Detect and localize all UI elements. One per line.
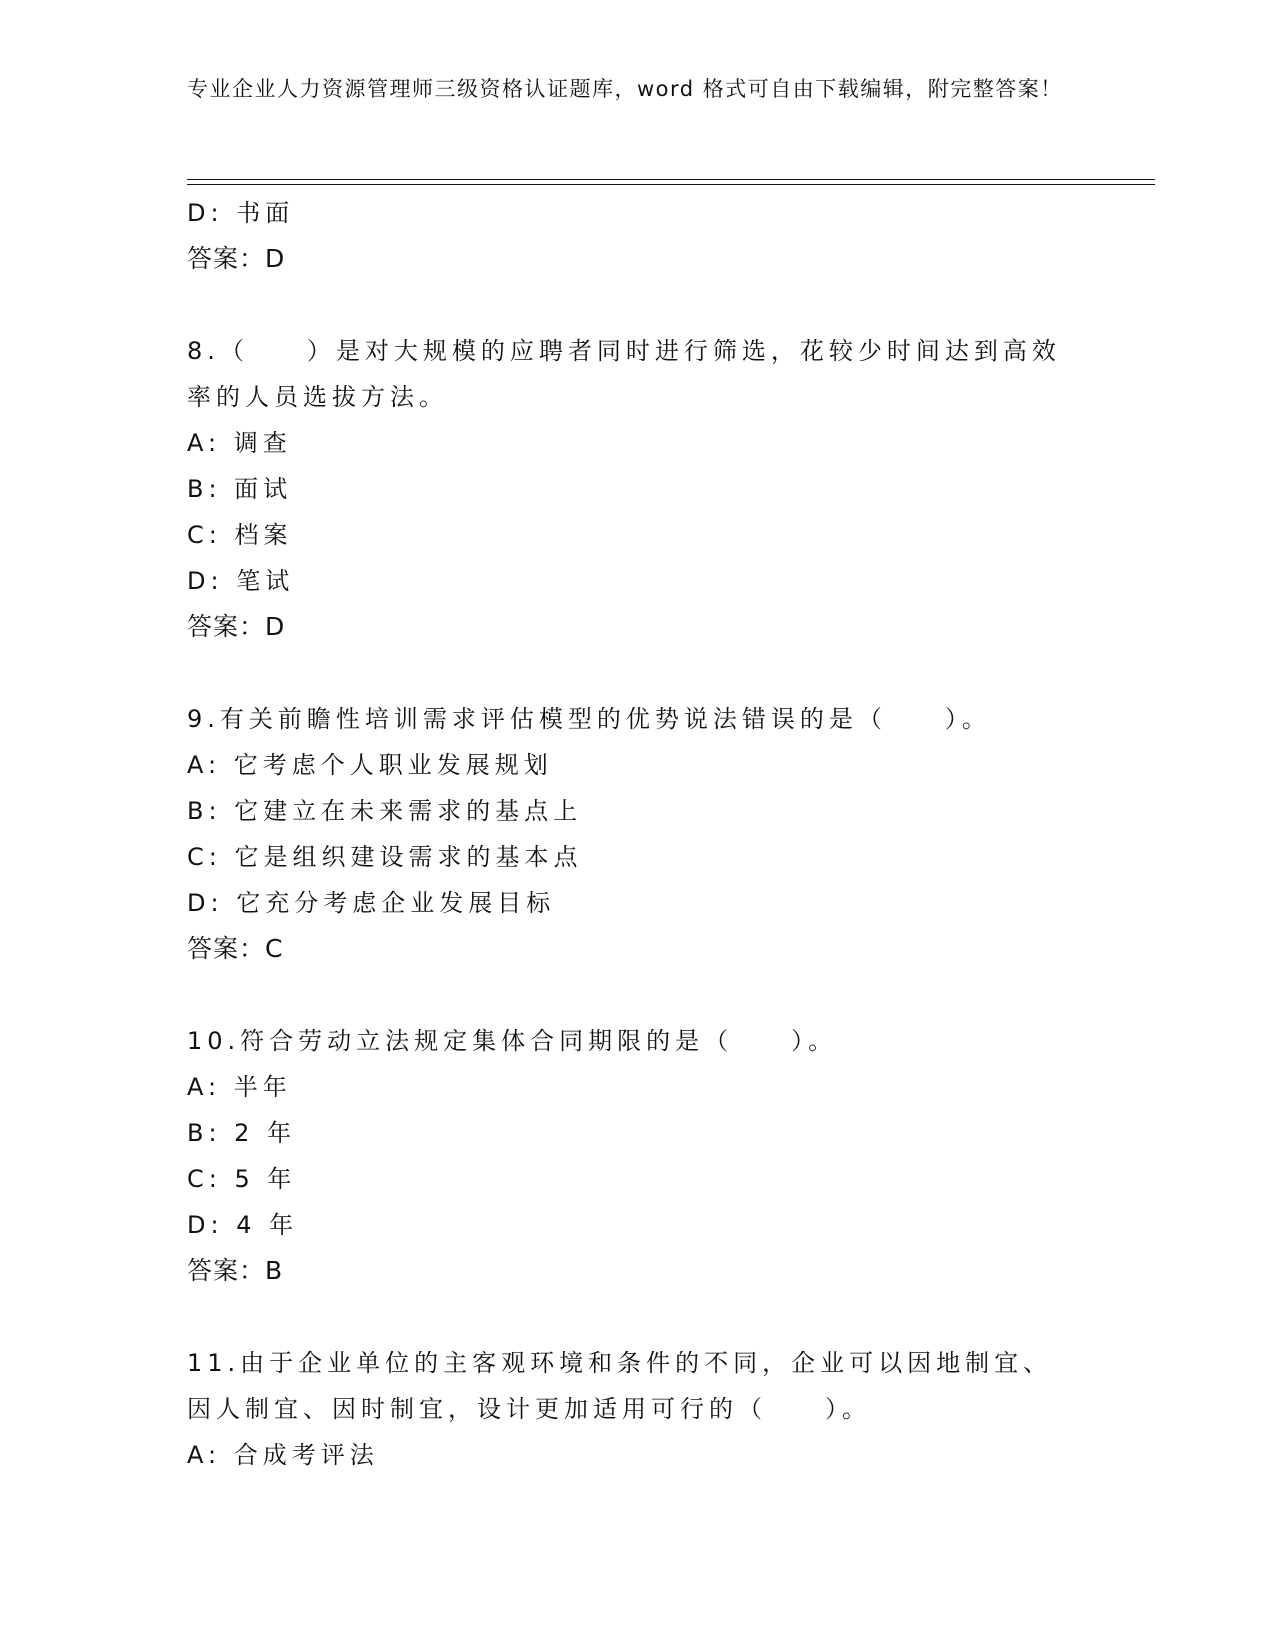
answer-line: 答案：D xyxy=(187,612,286,641)
document-body xyxy=(187,190,1067,1478)
option-a: A: 调查 xyxy=(187,429,292,457)
header-rule-bottom xyxy=(187,184,1155,185)
question-text: 9.有关前瞻性培训需求评估模型的优势说法错误的是（ ）。 xyxy=(187,705,991,733)
option-a: A: 合成考评法 xyxy=(187,1441,379,1469)
option-c: C: 5 年 xyxy=(187,1165,297,1193)
option-a: A: 它考虑个人职业发展规划 xyxy=(187,751,553,779)
answer-line: 答案：B xyxy=(187,1256,284,1285)
answer-line: 答案：D xyxy=(187,244,286,273)
question-text: 11.由于企业单位的主客观环境和条件的不同，企业可以因地制宜、因人制宜、因时制宜，设计更加适用可行的（ ）。 xyxy=(187,1349,1053,1423)
question-10 xyxy=(187,1018,1067,1294)
question-11 xyxy=(187,1340,1067,1478)
option-b: B: 面试 xyxy=(187,475,293,503)
option-b: B: 它建立在未来需求的基点上 xyxy=(187,797,583,825)
question-text: 8.（ ）是对大规模的应聘者同时进行筛选，花较少时间达到高效率的人员选拔方法。 xyxy=(187,337,1061,411)
option-d: D: 书面 xyxy=(187,199,295,227)
header-rule-top xyxy=(187,179,1155,180)
option-d: D: 它充分考虑企业发展目标 xyxy=(187,889,556,917)
option-b: B: 2 年 xyxy=(187,1119,297,1147)
option-d: D: 4 年 xyxy=(187,1211,299,1239)
option-c: C: 它是组织建设需求的基本点 xyxy=(187,843,583,871)
option-a: A: 半年 xyxy=(187,1073,292,1101)
question-9 xyxy=(187,696,1067,972)
option-d: D: 笔试 xyxy=(187,567,295,595)
option-c: C: 档案 xyxy=(187,521,293,549)
question-8 xyxy=(187,328,1067,650)
answer-line: 答案：C xyxy=(187,934,284,963)
document-header: 专业企业人力资源管理师三级资格认证题库，word 格式可自由下载编辑，附完整答案！ xyxy=(187,77,1063,101)
question-text: 10.符合劳动立法规定集体合同期限的是（ ）。 xyxy=(187,1027,838,1055)
